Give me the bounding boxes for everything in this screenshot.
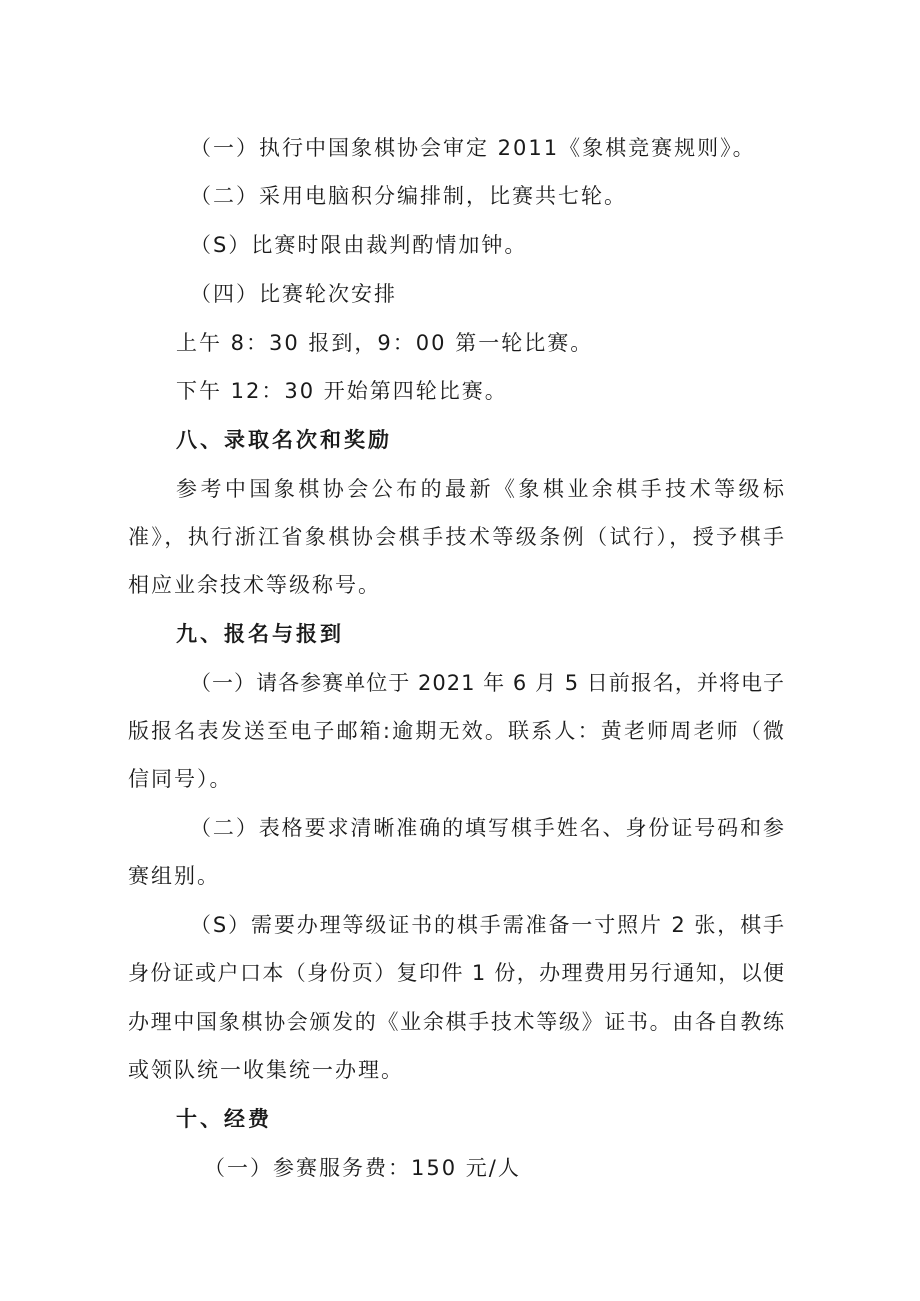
afternoon-schedule: 下午 12：30 开始第四轮比赛。	[176, 379, 508, 403]
participation-fee-line: （一）参赛服务费：150 元/人	[204, 1156, 521, 1180]
section-9a-line-3: 信同号）。	[128, 767, 233, 791]
section-8-para-line-1: 参考中国象棋协会公布的最新《象棋业余棋手技术等级标	[176, 477, 785, 501]
section-9a-line-1: （一）请各参赛单位于 2021 年 6 月 5 日前报名，并将电子	[190, 671, 785, 695]
section-9c-line-2: 身份证或户口本（身份页）复印件 1 份，办理费用另行通知，以便	[128, 961, 785, 985]
section-9c-line-1: （S）需要办理等级证书的棋手需准备一寸照片 2 张，棋手	[190, 913, 785, 937]
morning-schedule: 上午 8：30 报到，9：00 第一轮比赛。	[176, 331, 594, 355]
section-9b-line-1: （二）表格要求清晰准确的填写棋手姓名、身份证号码和参	[190, 816, 785, 840]
section-9a-line-2: 版报名表发送至电子邮箱:逾期无效。联系人：黄老师周老师（微	[128, 719, 785, 743]
section-9-title: 九、报名与报到	[176, 622, 344, 646]
schedule-heading: （四）比赛轮次安排	[190, 282, 397, 306]
system-line: （二）采用电脑积分编排制，比赛共七轮。	[190, 184, 627, 208]
section-9c-line-4: 或领队统一收集统一办理。	[128, 1058, 404, 1082]
section-9b-line-2: 赛组别。	[128, 864, 220, 888]
section-10-title: 十、经费	[176, 1107, 272, 1131]
rule-line: （一）执行中国象棋协会审定 2011《象棋竞赛规则》。	[190, 136, 756, 160]
section-8-title: 八、录取名次和奖励	[176, 428, 392, 452]
section-8-para-line-3: 相应业余技术等级称号。	[128, 573, 381, 597]
section-9c-line-3: 办理中国象棋协会颁发的《业余棋手技术等级》证书。由各自教练	[128, 1010, 785, 1034]
section-8-para-line-2: 准》，执行浙江省象棋协会棋手技术等级条例（试行），授予棋手	[128, 525, 785, 549]
time-limit-line: （S）比赛时限由裁判酌情加钟。	[190, 233, 528, 257]
